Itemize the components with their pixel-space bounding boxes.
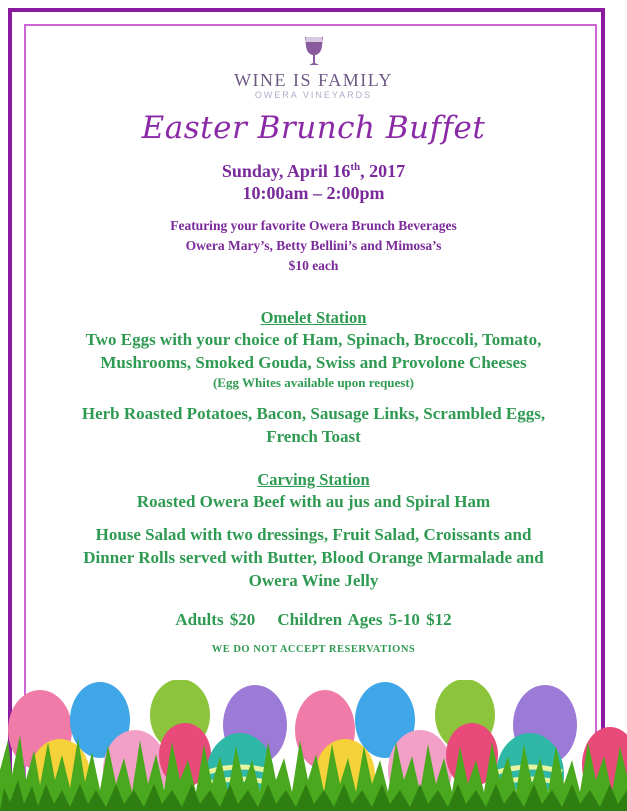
date-prefix: Sunday, April 16 bbox=[221, 161, 351, 181]
logo-title: WINE IS FAMILY bbox=[234, 70, 393, 90]
salad-line-1: House Salad with two dressings, Fruit Salad, Croissants and bbox=[95, 525, 532, 544]
wine-glass-icon bbox=[303, 36, 325, 66]
carving-line-1: Roasted Owera Beef with au jus and Spiral Ham bbox=[136, 492, 491, 511]
omelet-line-1: Two Eggs with your choice of Ham, Spinach, Broccoli, Tomato, bbox=[85, 330, 542, 349]
easter-eggs-grass-banner bbox=[0, 680, 627, 811]
sides-line-2: French Toast bbox=[266, 427, 361, 446]
beverages-line-1: Featuring your favorite Owera Brunch Beverages bbox=[170, 218, 457, 233]
adult-price: Adults $20 bbox=[175, 610, 256, 629]
omelet-line-2: Mushrooms, Smoked Gouda, Swiss and Provolone Cheeses bbox=[100, 353, 527, 372]
salad-line-3: Owera Wine Jelly bbox=[248, 571, 379, 590]
reservation-notice: WE DO NOT ACCEPT RESERVATIONS bbox=[211, 644, 416, 655]
beverages-price: $10 each bbox=[288, 258, 339, 273]
sides-line-1: Herb Roasted Potatoes, Bacon, Sausage Links, Scrambled Eggs, bbox=[81, 404, 546, 423]
carving-station-heading: Carving Station bbox=[257, 470, 370, 489]
salad-line-2: Dinner Rolls served with Butter, Blood Orange Marmalade and bbox=[83, 548, 544, 567]
date-year: , 2017 bbox=[360, 161, 406, 181]
flyer-content bbox=[30, 36, 597, 655]
price-line bbox=[30, 610, 597, 630]
page-title: Easter Brunch Buffet bbox=[141, 110, 486, 146]
logo-subtitle: OWERA VINEYARDS bbox=[254, 90, 373, 100]
omelet-station-heading: Omelet Station bbox=[260, 308, 367, 327]
date-suffix: th bbox=[350, 161, 361, 173]
event-date bbox=[30, 156, 597, 182]
beverages-line-2: Owera Mary’s, Betty Bellini’s and Mimosa’s bbox=[185, 238, 442, 253]
event-time: 10:00am – 2:00pm bbox=[242, 183, 385, 203]
children-price: Children Ages 5-10 $12 bbox=[277, 610, 452, 629]
omelet-note: (Egg Whites available upon request) bbox=[212, 375, 415, 390]
